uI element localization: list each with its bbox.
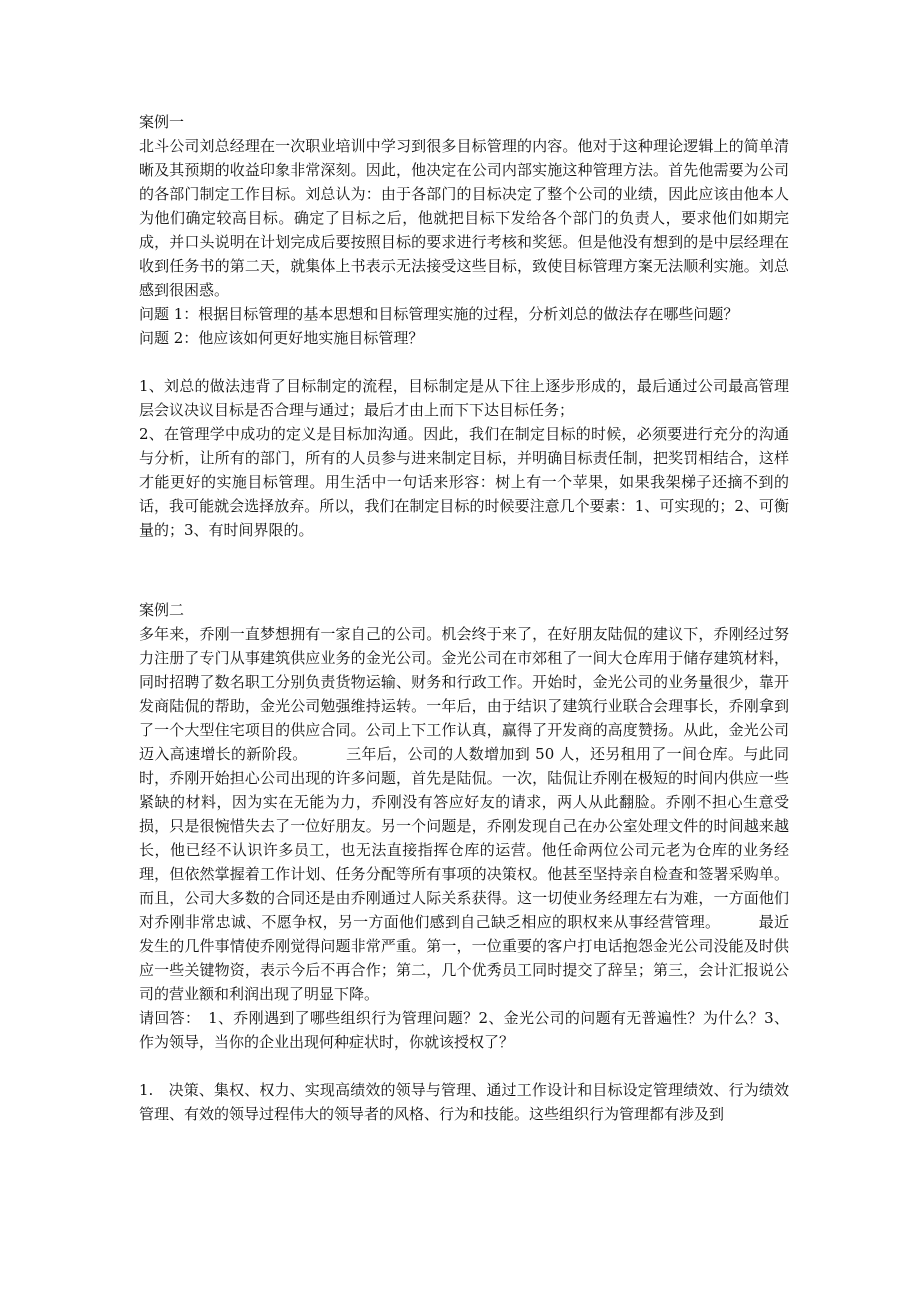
case-two-section bbox=[139, 598, 789, 1126]
paragraph-spacer bbox=[139, 350, 789, 374]
case-one-section bbox=[139, 110, 789, 542]
case-one-body: 北斗公司刘总经理在一次职业培训中学习到很多目标管理的内容。他对于这种理论逻辑上的简单清晰及其预期的收益印象非常深刻。因此，他决定在公司内部实施这种管理方法。首先他需要为公司的各部门制定工作目标。刘总认为：由于各部门的目标决定了整个公司的业绩，因此应该由他本人为他们确定较高目标。确定了目标之后，他就把目标下发给各个部门的负责人，要求他们如期完成，并口头说明在计划完成后要按照目标的要求进行考核和奖惩。但是他没有想到的是中层经理在收到任务书的第二天，就集体上书表示无法接受这些目标，致使目标管理方案无法顺利实施。刘总感到很困惑。 bbox=[139, 137, 789, 299]
case-two-body: 多年来，乔刚一直梦想拥有一家自己的公司。机会终于来了，在好朋友陆侃的建议下，乔刚经过努力注册了专门从事建筑供应业务的金光公司。金光公司在市郊租了一间大仓库用于储存建筑材料，同时招聘了数名职工分别负责货物运输、财务和行政工作。开始时，金光公司的业务量很少，靠开发商陆侃的帮助，金光公司勉强维持运转。一年后，由于结识了建筑行业联合会理事长，乔刚拿到了一个大型住宅项目的供应合同。公司上下工作认真，赢得了开发商的高度赞扬。从此，金光公司迈入高速增长的新阶段。 三年后，公司的人数增加到 50 人，还另租用了一间仓库。与此同时，乔刚开始担心公司出现的许多问题，首先是陆侃。一次，陆侃让乔刚在极短的时间内供应一些紧缺的材料，因为实在无能为力，乔刚没有答应好友的请求，两人从此翻脸。乔刚不担心生意受损，只是很惋惜失去了一位好朋友。另一个问题是，乔刚发现自己在办公室处理文件的时间越来越长，他已经不认识许多员工，也无法直接指挥仓库的运营。他任命两位公司元老为仓库的业务经理，但依然掌握着工作计划、任务分配等所有事项的决策权。他甚至坚持亲自检查和签署采购单。而且，公司大多数的合同还是由乔刚通过人际关系获得。这一切使业务经理左右为难，一方面他们对乔刚非常忠诚、不愿争权，另一方面他们感到自己缺乏相应的职权来从事经营管理。 最近发生的几件事情使乔刚觉得问题非常严重。第一，一位重要的客户打电话抱怨金光公司没能及时供应一些关键物资，表示今后不再合作；第二，几个优秀员工同时提交了辞呈；第三，会计汇报说公司的营业额和利润出现了明显下降。 bbox=[139, 625, 789, 1003]
case-one-answer-2: 2、在管理学中成功的定义是目标加沟通。因此，我们在制定目标的时候，必须要进行充分的沟通与分析，让所有的部门，所有的人员参与进来制定目标，并明确目标责任制，把奖罚相结合，这样才能更好的实施目标管理。用生活中一句话来形容：树上有一个苹果，如果我架梯子还摘不到的话，我可能就会选择放弃。所以，我们在制定目标的时候要注意几个要素：1、可实现的；2、可衡量的；3、有时间界限的。 bbox=[139, 425, 789, 539]
case-two-heading: 案例二 bbox=[139, 601, 185, 619]
case-two-answer-1: 1. 决策、集权、权力、实现高绩效的领导与管理、通过工作设计和目标设定管理绩效、行为绩效管理、有效的领导过程伟大的领导者的风格、行为和技能。这些组织行为管理都有涉及到 bbox=[139, 1081, 789, 1123]
case-one-question-1: 问题 1：根据目标管理的基本思想和目标管理实施的过程，分析刘总的做法存在哪些问题？ bbox=[139, 305, 739, 323]
case-two-questions: 请回答： 1、乔刚遇到了哪些组织行为管理问题？2、金光公司的问题有无普遍性？为什么？3、作为领导，当你的企业出现何种症状时，你就该授权了？ bbox=[139, 1009, 789, 1051]
paragraph-spacer bbox=[139, 1054, 789, 1078]
case-one-heading: 案例一 bbox=[139, 113, 185, 131]
case-one-question-2: 问题 2：他应该如何更好地实施目标管理？ bbox=[139, 329, 424, 347]
case-one-answer-1: 1、刘总的做法违背了目标制定的流程，目标制定是从下往上逐步形成的，最后通过公司最高管理层会议决议目标是否合理与通过；最后才由上而下下达目标任务； bbox=[139, 377, 789, 419]
